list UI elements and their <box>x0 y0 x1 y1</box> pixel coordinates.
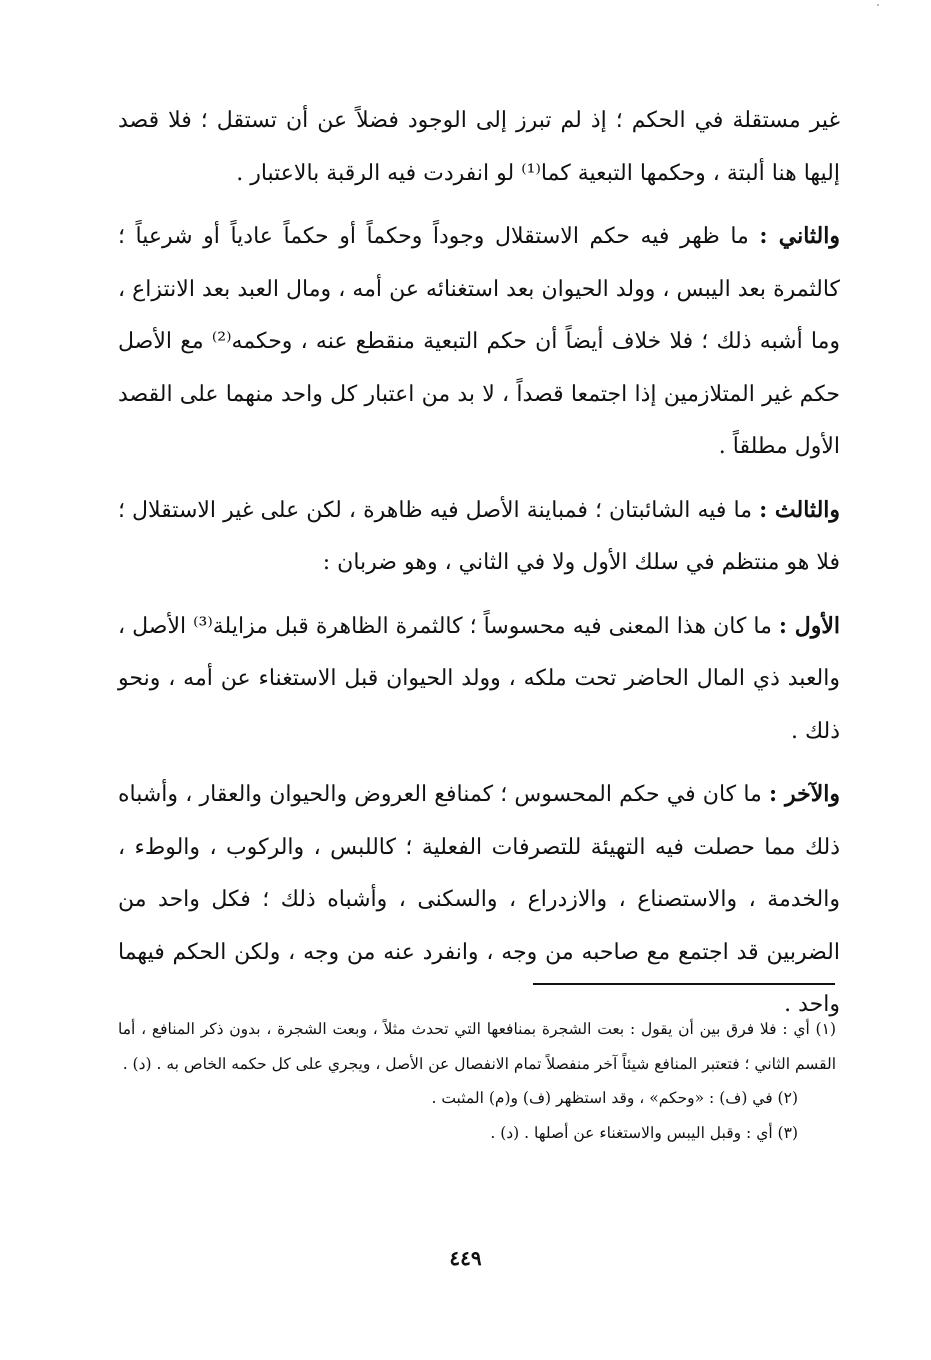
paragraph-3 <box>118 484 840 590</box>
paragraph-1 <box>118 94 840 200</box>
footnotes <box>118 1012 836 1150</box>
paragraph-3-text: ما فيه الشائبتان ؛ فمباينة الأصل فيه ظاهرة ، لكن على غير الاستقلال ؛ فلا هو منتظم في سلك الأول ولا في الثاني ، وهو ضربان : <box>118 497 840 575</box>
paragraph-4-lead: الأول : <box>778 612 840 639</box>
paragraph-4 <box>118 600 840 759</box>
paragraph-2 <box>118 210 840 474</box>
scan-speck <box>877 4 879 6</box>
paragraph-5 <box>118 768 840 1032</box>
paragraph-5-text: ما كان في حكم المحسوس ؛ كمنافع العروض والحيوان والعقار ، وأشباه ذلك مما حصلت فيه التهيئة للتصرفات الفعلية ؛ كاللبس ، والركوب ، والوطء ، والخدمة ، والاستصناع ، والازدراع ، والسكنى ، وأشباه ذلك ؛ فكل واحد من الضربين قد اجتمع مع صاحبه من وجه ، وانفرد عنه من وجه ، ولكن الحكم فيهما واحد . <box>118 782 840 1017</box>
paragraph-5-lead: والآخر : <box>769 781 840 807</box>
paragraph-2-lead: والثاني : <box>759 223 840 249</box>
page-number: ٤٤٩ <box>449 1246 482 1270</box>
paragraph-2-text: ما ظهر فيه حكم الاستقلال وجوداً وحكماً أو حكماً عادياً أو شرعياً ؛ كالثمرة بعد اليبس ، وولد الحيوان بعد استغنائه عن أمه ، ومال العبد بعد الانتزاع ، وما أشبه ذلك ؛ فلا خلاف أيضاً أن حكم التبعية منقطع عنه ، وحكمه⁽²⁾ مع الأصل حكم غير المتلازمين إذا اجتمعا قصداً ، لا بد من اعتبار كل واحد منهما على القصد الأول مطلقاً . <box>118 224 840 459</box>
footnote-divider <box>533 983 835 985</box>
paragraph-3-lead: والثالث : <box>759 496 841 523</box>
footnote-3: (٣) أي : وقبل اليبس والاستغناء عن أصلها . (د) . <box>490 1123 798 1142</box>
paragraph-1-text: غير مستقلة في الحكم ؛ إذ لم تبرز إلى الوجود فضلاً عن أن تستقل ؛ فلا قصد إليها هنا ألبتة ، وحكمها التبعية كما⁽¹⁾ لو انفردت فيه الرقبة بالاعتبار . <box>118 108 840 186</box>
main-text <box>118 94 840 1042</box>
footnote-1: (١) أي : فلا فرق بين أن يقول : بعت الشجرة بمنافعها التي تحدث مثلاً ، وبعت الشجرة ، بدون ذكر المنافع ، أما القسم الثاني ؛ فتعتبر المنافع شيئاً آخر منفصلاً تمام الانفصال عن الأصل ، ويجري على كل حكمه الخاص به . (د) . <box>118 1020 836 1073</box>
paragraph-4-text: ما كان هذا المعنى فيه محسوساً ؛ كالثمرة الظاهرة قبل مزايلة⁽³⁾ الأصل ، والعبد ذي المال الحاضر تحت ملكه ، وولد الحيوان قبل الاستغناء عن أمه ، ونحو ذلك . <box>118 613 840 744</box>
footnote-2: (٢) في (ف) : «وحكم» ، وقد استظهر (ف) و(م) المثبت . <box>431 1089 798 1107</box>
